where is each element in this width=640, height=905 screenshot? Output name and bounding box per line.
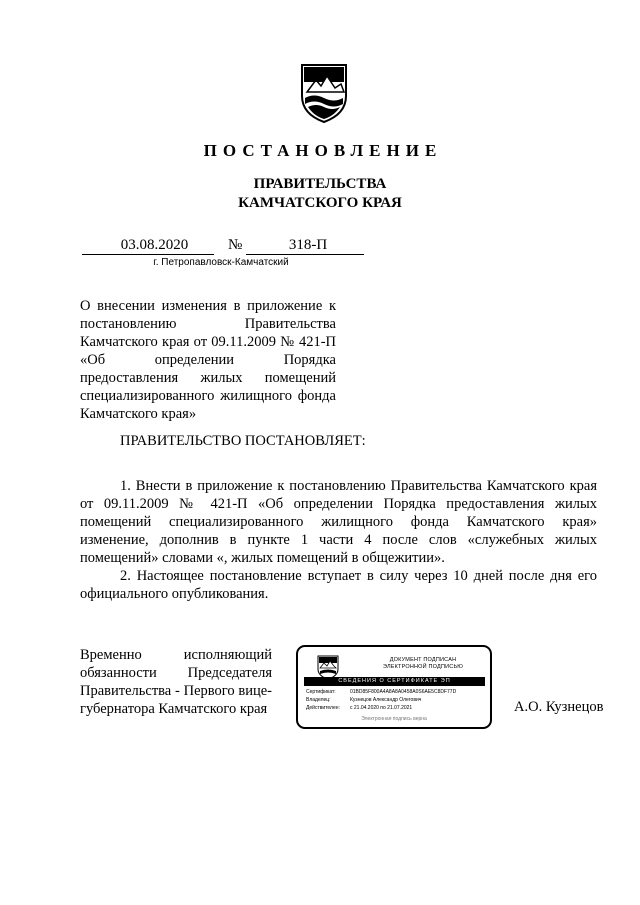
signer-name: А.О. Кузнецов xyxy=(514,699,604,715)
number-sign: № xyxy=(228,237,243,253)
document-number: 318-П xyxy=(288,237,328,253)
owner-label: Владелец: xyxy=(306,697,331,703)
stamp-certificate-row xyxy=(306,689,456,696)
paragraph-2: 2. Настоящее постановление вступает в силу через 10 дней после дня его официального опубликования. xyxy=(80,568,597,602)
certificate-value: 01BD85F800A4A8A8A0458A0S6AE5C8DF77D xyxy=(350,689,457,695)
stamp-heading-line-2: ЭЛЕКТРОННОЙ ПОДПИСЬЮ xyxy=(382,664,464,670)
document-date: 03.08.2020 xyxy=(120,237,189,253)
coat-of-arms-icon xyxy=(299,62,349,124)
owner-value: Кузнецов Александр Олегович xyxy=(350,697,422,703)
date-underline xyxy=(82,254,214,255)
city-of-issue: г. Петропавловск-Камчатский xyxy=(153,257,289,268)
number-underline xyxy=(246,254,364,255)
decree-heading: ПРАВИТЕЛЬСТВО ПОСТАНОВЛЯЕТ: xyxy=(120,433,366,449)
paragraph-1: 1. Внести в приложение к постановлению Правительства Камчатского края от 09.11.2009 № 421-П «Об определении Порядка предоставления жилых помещений специализированного жилищного фонда Камчатского края» изменение, дополнив в пункте 1 части 4 после слов «служебных жилых помещений» словами «, жилых помещений в общежитии». xyxy=(80,478,597,566)
valid-value: с 21.04.2020 по 21.07.2021 xyxy=(350,705,413,711)
document-subject: О внесении изменения в приложение к постановлению Правительства Камчатского края от 09.11.2009 № 421-П «Об определении Порядка предоставления жилых помещений специализированного жилищного фонда Камчатского края» xyxy=(80,298,336,422)
organization-line-2: КАМЧАТСКОГО КРАЯ xyxy=(238,195,402,211)
stamp-owner-row xyxy=(306,697,421,704)
stamp-heading xyxy=(358,657,488,671)
signer-position: Временно исполняющий обязанности Председателя Правительства - Первого вице-губернатора Камчатского края xyxy=(80,647,272,717)
stamp-valid-row xyxy=(306,705,412,712)
stamp-certificate-bar: СВЕДЕНИЯ О СЕРТИФИКАТЕ ЭП xyxy=(304,677,485,686)
document-body xyxy=(80,477,597,603)
e-signature-stamp xyxy=(296,645,492,729)
certificate-label: Сертификат: xyxy=(306,689,336,695)
document-kind-title: ПОСТАНОВЛЕНИЕ xyxy=(203,141,443,160)
valid-label: Действителен: xyxy=(306,705,340,711)
stamp-footer: Электронная подпись верна xyxy=(361,716,427,722)
organization-line-1: ПРАВИТЕЛЬСТВА xyxy=(253,176,387,192)
organization-name xyxy=(0,175,640,213)
stamp-heading-line-1: ДОКУМЕНТ ПОДПИСАН xyxy=(389,657,457,663)
